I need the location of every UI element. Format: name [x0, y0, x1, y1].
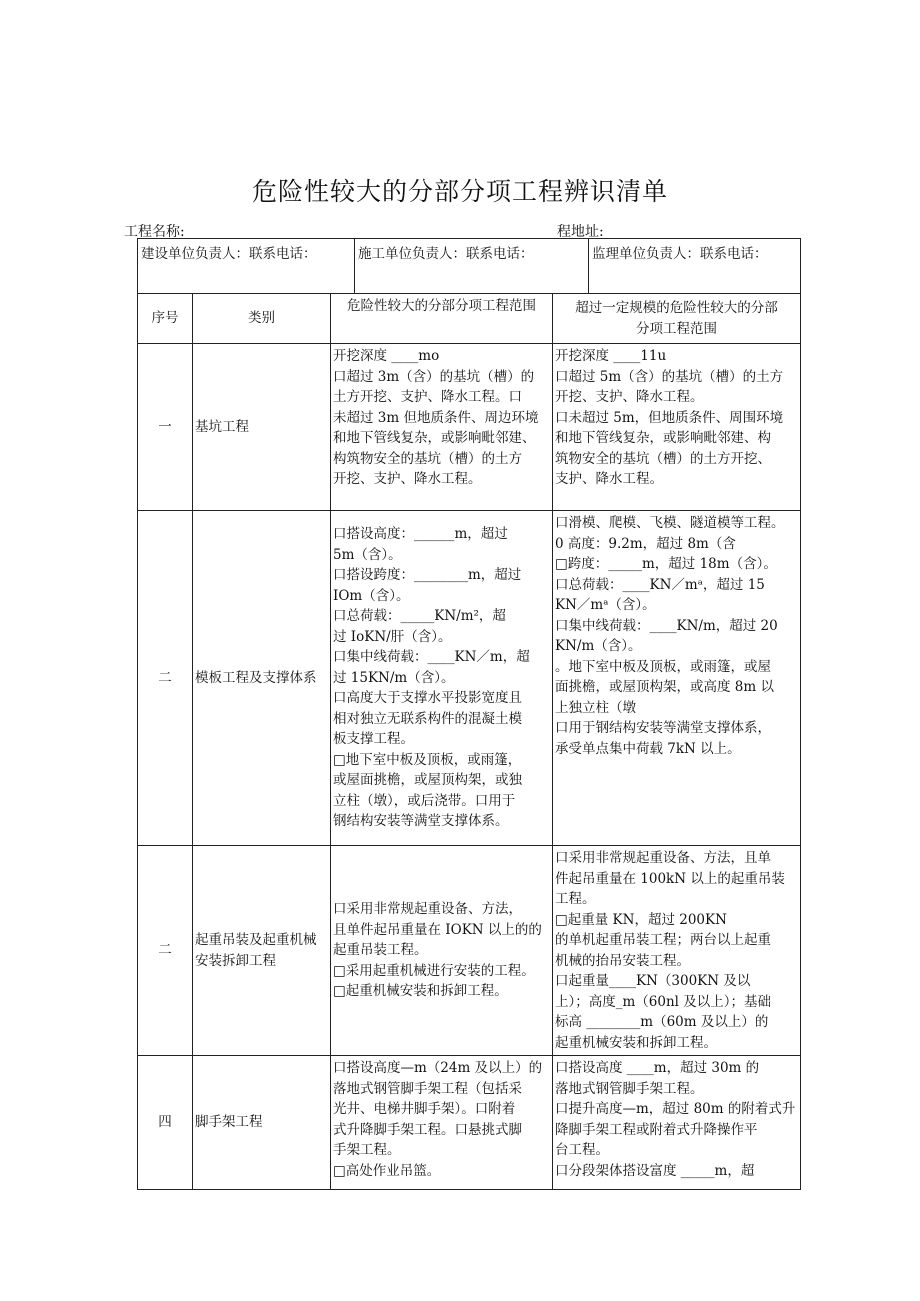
cell-text-line: 口搭设跨度：________m，超过	[333, 567, 522, 584]
cell-text-line: 机械的抬吊安装工程。	[555, 952, 690, 969]
cell-text-line: 口搭设高度：______m，超过	[333, 526, 508, 543]
row-scope	[331, 344, 553, 511]
cell-text-line: 筑物安全的基坑（槽）的土方开挖、	[555, 450, 771, 467]
row-no: 四	[138, 1056, 193, 1190]
row-category: 脚手架工程	[193, 1056, 331, 1190]
cell-text-line: 起重吊装工程。	[333, 942, 428, 959]
project-name-label: 工程名称:	[124, 224, 185, 240]
table-row	[138, 1056, 801, 1190]
cell-text-line: 口总荷载：_____KN/m²，超	[333, 608, 506, 625]
cell-text-line: 件起吊重量在 100kN 以上的起重吊装	[555, 870, 785, 887]
table-row	[138, 511, 801, 846]
table-row	[138, 846, 801, 1056]
cell-text-line: 立柱（墩），或后浇带。口用于	[333, 792, 516, 809]
cell-text-line: 和地下管线复杂，或影响毗邻建、构	[555, 430, 771, 446]
builder-responsible-cell: 建设单位负责人：联系电话：	[138, 239, 355, 294]
cell-text-line: 和地下管线复杂，或影响毗邻建、	[333, 430, 536, 446]
cell-text-line: 开挖、支护、降水工程。	[555, 389, 704, 405]
table-row	[138, 344, 801, 511]
cell-text-line: 口分段架体搭设富度 _____m，超	[555, 1162, 755, 1179]
cell-text-line: 口超过 5m（含）的基坑（槽）的土方	[555, 368, 784, 385]
cell-text-line: 手架工程。	[333, 1142, 401, 1158]
cell-text-line: 工程。	[555, 891, 596, 907]
cell-text-line: 板支撑工程。	[333, 731, 414, 748]
row-no: 二	[138, 511, 193, 846]
cell-text-line: □地下室中板及顶板，或雨篷，	[333, 751, 522, 768]
cell-text-line: 开挖深度 ____mo	[333, 348, 440, 364]
cell-text-line: 口采用非常规起重设备、方法，	[333, 901, 522, 918]
cell-text-line: 面挑檐，或屋顶构架，或高度 8m 以	[555, 679, 774, 695]
cell-text-line: 台工程。	[555, 1142, 609, 1158]
header-large-scope-line: 分项工程范围	[636, 320, 717, 337]
header-no: 序号	[138, 294, 193, 344]
row-no: 二	[138, 846, 193, 1056]
cell-text-line: 钢结构安装等满堂支撑体系。	[333, 813, 509, 830]
row-large-scope	[553, 846, 801, 1056]
row-no: 一	[138, 344, 193, 511]
constructor-responsible-cell: 施工单位负责人：联系电话：	[355, 239, 589, 294]
cell-text-line: 承受单点集中荷载 7kN 以上。	[555, 740, 741, 757]
cell-text-line: 口搭设高度 ____m，超过 30m 的	[555, 1060, 760, 1076]
cell-text-line: 开挖深度 ____11u	[555, 348, 667, 364]
cell-text-line: 口未超过 5m，但地质条件、周围环境	[555, 409, 784, 426]
cell-text-line: □起重机械安装和拆卸工程。	[333, 983, 508, 1000]
cell-text-line: 且单件起吊重量在 IOKN 以上的的	[333, 921, 542, 938]
cell-text-line: 落地式钢管脚手架工程。	[555, 1080, 704, 1097]
cell-text-line: 过 15KN/m（含）。	[333, 669, 455, 686]
cell-text-line: 支护、降水工程。	[555, 471, 663, 487]
cell-text-line: 口超过 3m（含）的基坑（槽）的	[333, 368, 535, 385]
row-category: 模板工程及支撑体系	[193, 511, 331, 846]
cell-text-line: □高处作业吊篮。	[333, 1162, 441, 1179]
header-large-scope	[553, 294, 801, 344]
cell-text-line: 5m（含）。	[333, 546, 402, 563]
row-large-scope	[553, 511, 801, 846]
row-large-scope	[553, 1056, 801, 1190]
cell-text-line: 或屋面挑檐，或屋顶构架，或独	[333, 772, 522, 789]
cell-text-line: 口起重量____KN（300KN 及以	[555, 973, 751, 989]
cell-text-line: 过 IoKN/肝（含）。	[333, 628, 452, 645]
cell-text-line: KN/m（含）。	[555, 638, 642, 654]
cell-text-line: 口搭设高度—m（24m 及以上）的	[333, 1060, 543, 1076]
cell-text-line: 起重机械安装和拆卸工程。	[555, 1034, 717, 1051]
hazard-project-table	[137, 293, 801, 1190]
cell-text-line: □采用起重机械进行安装的工程。	[333, 962, 535, 979]
cell-text-line: 光井、电梯井脚手架）。口附着	[333, 1101, 516, 1117]
cell-text-line: □起重量 KN，超过 200KN	[555, 911, 727, 928]
project-address-label: 程地址:	[557, 224, 604, 240]
row-category: 起重吊装及起重机械安装拆卸工程	[193, 846, 331, 1056]
cell-text-line: 式升降脚手架工程。口悬挑式脚	[333, 1121, 522, 1138]
cell-text-line: 。地下室中板及顶板，或雨篷，或屋	[555, 658, 771, 675]
cell-text-line: 口提升高度—m，超过 80m 的附着式升	[555, 1101, 796, 1117]
cell-text-line: 口用于钢结构安装等满堂支撑体系，	[555, 720, 771, 736]
cell-text-line: 上）；高度_m（60nl 及以上）；基础	[555, 993, 772, 1010]
cell-text-line: 降脚手架工程或附着式升降操作平	[555, 1121, 758, 1138]
row-category: 基坑工程	[193, 344, 331, 511]
cell-text-line: 未超过 3m 但地质条件、周边环境	[333, 409, 539, 426]
cell-text-line: 口滑模、爬模、飞模、隧道模等工程。	[555, 515, 785, 531]
cell-text-line: 落地式钢管脚手架工程（包括采	[333, 1080, 522, 1097]
row-large-scope	[553, 344, 801, 511]
supervisor-responsible-cell: 监理单位负责人：联系电话：	[589, 239, 801, 294]
table-header-row	[138, 294, 801, 344]
row-scope	[331, 1056, 553, 1190]
cell-text-line: 上独立柱（墩	[555, 699, 636, 716]
cell-text-line: 构筑物安全的基坑（槽）的土方	[333, 450, 522, 467]
cell-text-line: 口集中线荷载：____KN／m，超	[333, 649, 530, 666]
cell-text-line: 口高度大于支撑水平投影宽度且	[333, 690, 522, 707]
document-title: 危险性较大的分部分项工程辨识清单	[251, 177, 668, 206]
cell-text-line: 口集中线荷载：____KN/m，超过 20	[555, 617, 778, 634]
cell-text-line: □跨度：_____m，超过 18m（含）。	[555, 556, 777, 572]
cell-text-line: 土方开挖、支护、降水工程。口	[333, 389, 522, 405]
header-large-scope-line: 超过一定规模的危险性较大的分部	[575, 300, 778, 316]
cell-text-line: 口采用非常规起重设备、方法，且单	[555, 850, 771, 866]
responsible-persons-table	[137, 238, 801, 294]
cell-text-line: 0 高度：9.2m，超过 8m（含	[555, 535, 736, 552]
header-scope: 危险性较大的分部分项工程范围	[331, 294, 553, 344]
cell-text-line: KN／mᵃ（含）。	[555, 597, 656, 613]
cell-text-line: 相对独立无联系构件的混凝土模	[333, 710, 522, 727]
row-scope	[331, 846, 553, 1056]
cell-text-line: IOm（含）。	[333, 587, 410, 604]
cell-text-line: 口总荷载：____KN／mᵃ，超过 15	[555, 576, 765, 593]
cell-text-line: 开挖、支护、降水工程。	[333, 471, 482, 487]
row-scope	[331, 511, 553, 846]
cell-text-line: 标高 ________m（60m 及以上）的	[555, 1014, 769, 1030]
header-category: 类别	[193, 294, 331, 344]
cell-text-line: 的单机起重吊装工程；两台以上起重	[555, 932, 771, 948]
